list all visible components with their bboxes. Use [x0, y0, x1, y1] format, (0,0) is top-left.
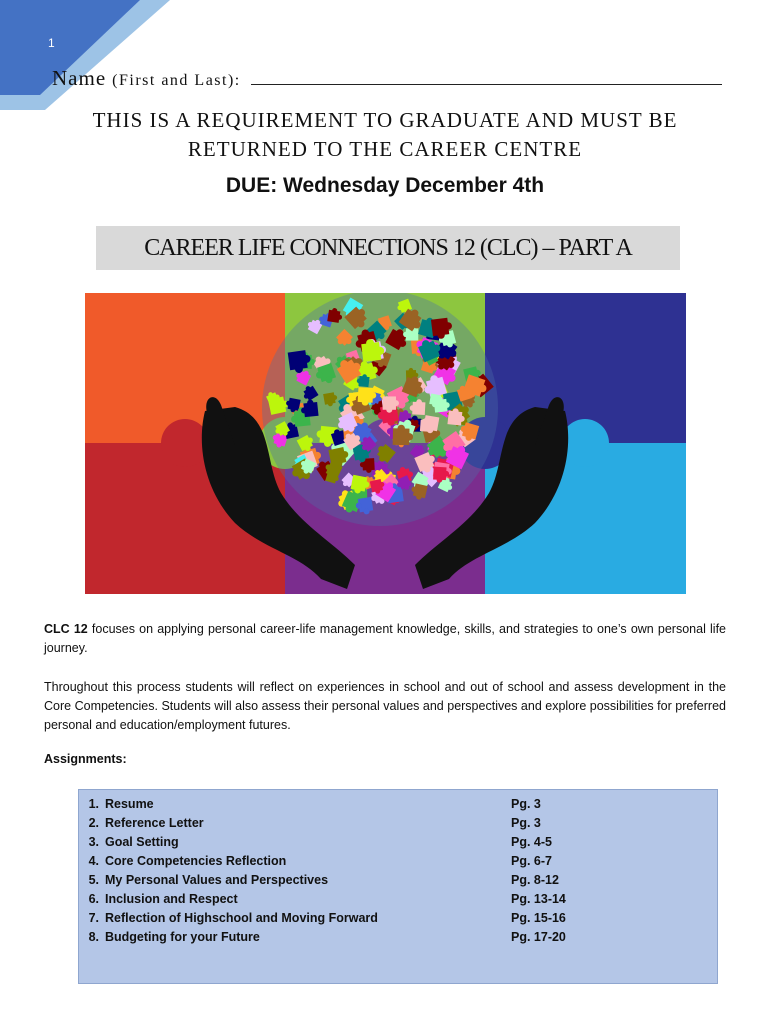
assignment-number: 3.: [88, 834, 99, 849]
assignment-page: Pg. 17-20: [511, 929, 566, 944]
assignment-row: [79, 870, 717, 889]
course-title-banner: [96, 226, 680, 270]
name-field-line: [52, 66, 722, 91]
assignment-number: 8.: [88, 929, 99, 944]
name-blank-line[interactable]: [251, 66, 722, 85]
name-label: Name: [52, 66, 107, 90]
course-title: CAREER LIFE CONNECTIONS 12 (CLC) – PART A: [144, 234, 632, 261]
assignment-title: Goal Setting: [105, 834, 179, 849]
graduation-requirement-notice: THIS IS A REQUIREMENT TO GRADUATE AND MUST BE RETURNED TO THE CAREER CENTRE: [92, 108, 678, 161]
assignment-title: Core Competencies Reflection: [105, 853, 287, 868]
intro-paragraph: [44, 620, 726, 658]
assignment-number: 7.: [88, 910, 99, 925]
assignment-title: Reflection of Highschool and Moving Forward: [105, 910, 378, 925]
assignment-page: Pg. 3: [511, 815, 541, 830]
corner-triangle-decoration: [0, 0, 200, 110]
assignment-number: 6.: [88, 891, 99, 906]
assignment-number: 5.: [88, 872, 99, 887]
assignment-row: [79, 851, 717, 870]
process-paragraph: Throughout this process students will reflect on experiences in school and out of school and assess development in the Core Competencies. Students will also assess their personal values and perspectives and explore possibilities for preferred personal and education/employment futures.: [44, 680, 726, 732]
assignment-number: 2.: [88, 815, 99, 830]
assignment-page: Pg. 15-16: [511, 910, 566, 925]
assignment-page: Pg. 6-7: [511, 853, 552, 868]
assignment-number: 4.: [88, 853, 99, 868]
assignment-page: Pg. 8-12: [511, 872, 559, 887]
assignment-title: Reference Letter: [105, 815, 204, 830]
due-date: DUE: Wednesday December 4th: [225, 174, 545, 197]
name-label-hint: (First and Last):: [112, 72, 241, 89]
assignment-row: [79, 794, 717, 813]
assignment-row: [79, 908, 717, 927]
assignment-row: [79, 889, 717, 908]
assignments-box: [78, 789, 718, 984]
assignments-list: [79, 794, 717, 946]
assignment-page: Pg. 4-5: [511, 834, 552, 849]
assignment-page: Pg. 3: [511, 796, 541, 811]
intro-lead: CLC 12: [44, 622, 88, 636]
assignments-heading: Assignments:: [44, 752, 127, 766]
assignment-number: 1.: [88, 796, 99, 811]
assignment-row: [79, 813, 717, 832]
assignment-row: [79, 927, 717, 946]
page-number: 1: [48, 36, 55, 50]
assignment-title: Resume: [105, 796, 154, 811]
assignment-title: My Personal Values and Perspectives: [105, 872, 329, 887]
assignment-title: Inclusion and Respect: [105, 891, 238, 906]
assignment-row: [79, 832, 717, 851]
intro-rest: focuses on applying personal career-life management knowledge, skills, and strategies to one’s own personal life journey.: [44, 622, 726, 655]
assignment-page: Pg. 13-14: [511, 891, 566, 906]
assignment-title: Budgeting for your Future: [105, 929, 260, 944]
puzzle-hands-illustration: [85, 293, 686, 594]
